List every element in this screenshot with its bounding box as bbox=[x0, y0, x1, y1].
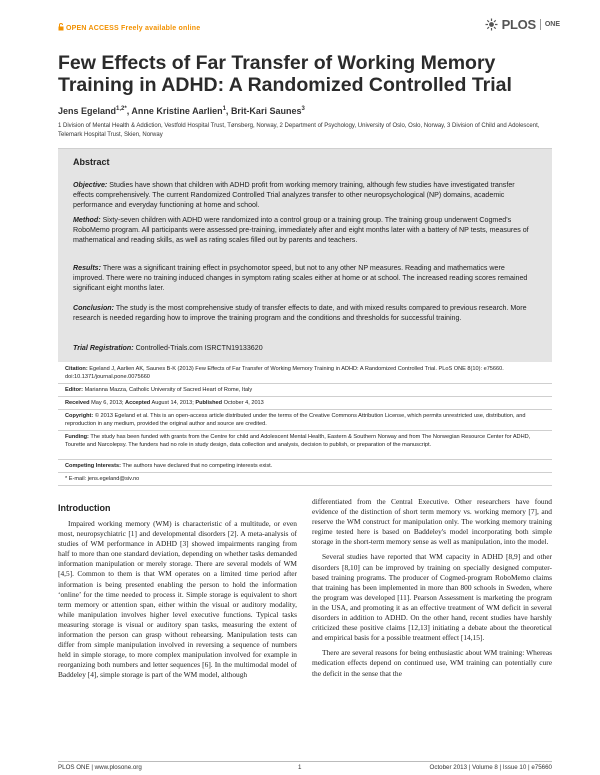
body-column-right bbox=[312, 497, 552, 759]
results-text: There was a significant training effect in psychomotor speed, but not to any other NP measures. Reading and mathematics were improved. There were no training induced changes in symptom rating scales either at home or at school. The increased reading scores remained significant eight months later. bbox=[73, 264, 528, 292]
editor-label: Editor: bbox=[65, 387, 84, 393]
meta-divider bbox=[58, 383, 552, 384]
funding bbox=[65, 433, 550, 449]
trial-label: Trial Registration: bbox=[73, 344, 134, 352]
objective-label: Objective: bbox=[73, 181, 108, 189]
intro-paragraph: differentiated from the Central Executive. Other researchers have found evidence of the distinction of short term memory vs. working memory [7], and reserve the WM construct for manipulation only. The working memory training regime tested here is based on Baddeley's model incorporating both simple storage in the short-term memory sense as well as manipulation, into the model. bbox=[312, 497, 552, 547]
meta-divider bbox=[58, 459, 552, 460]
corresponding-email: * E-mail: jens.egeland@siv.no bbox=[65, 476, 140, 482]
accepted-label: Accepted bbox=[125, 400, 151, 406]
page-number: 1 bbox=[298, 764, 302, 771]
author-list bbox=[58, 106, 305, 116]
author-3-affil: 3 bbox=[301, 106, 305, 112]
accepted-date: August 14, 2013; bbox=[151, 400, 194, 406]
intro-paragraph: Several studies have reported that WM capacity in ADHD [8,9] and other disorders [8,10] can be improved by training on specially designed computer-based training programs. The producer of Cogmed-program RoboMemo claims that training has been implemented in more than 800 schools in Sweden, where the program was developed [11]. Pearson Assessment is marketing the program in the USA, and promoting it as an effective treatment of WM deficit in several disorders in addition to ADHD. On the other hand, recent studies have harshly criticized these positive claims [12,13] initiating a debate about the theoretical and empirical basis for a possible treatment effect [14,15]. bbox=[312, 552, 552, 643]
published-label: Published bbox=[195, 400, 223, 406]
citation-label: Citation: bbox=[65, 366, 88, 372]
abstract-heading: Abstract bbox=[73, 157, 110, 167]
author-separator: , bbox=[126, 106, 132, 116]
author-3: Brit-Kari Saunes bbox=[230, 106, 302, 116]
competing-text: The authors have declared that no competing interests exist. bbox=[122, 463, 273, 469]
open-lock-icon bbox=[58, 23, 64, 31]
footer-issue: October 2013 | Volume 8 | Issue 10 | e75660 bbox=[429, 764, 552, 771]
trial-id: Controlled-Trials.com ISRCTN19133620 bbox=[135, 344, 263, 352]
affiliations: 1 Division of Mental Health & Addiction, Vestfold Hospital Trust, Tønsberg, Norway, 2 Department of Psychology, University of Oslo, Oslo, Norway, 3 Division of Child and Adolescent, Telemark Hospital Trust, Skien, Norway bbox=[58, 123, 540, 138]
journal-name: PLOS bbox=[501, 17, 536, 32]
abstract-objective bbox=[73, 181, 536, 210]
plos-sun-icon bbox=[485, 18, 498, 31]
author-1: Jens Egeland bbox=[58, 106, 117, 116]
funding-label: Funding: bbox=[65, 434, 89, 440]
author-2-affil: 1 bbox=[222, 106, 226, 112]
abstract-method bbox=[73, 216, 536, 245]
meta-divider bbox=[58, 396, 552, 397]
funding-text: The study has been funded with grants from the Centre for child and Adolescent Mental Health, Eastern & Southern Norway and from The Norwegian Resource Center for ADHD, Tourette and Narcolepsy. The funders had no role in study design, data collection and analysis, decision to publish, or preparation of the manuscript. bbox=[65, 434, 531, 448]
citation-text: Egeland J, Aarlien AK, Saunes B-K (2013) Few Effects of Far Transfer of Working Memory Training in ADHD: A Randomized Controlled Trial. PLoS ONE 8(10): e75660. doi:10.1371/journal.pone.0075660 bbox=[65, 366, 504, 380]
competing-interests bbox=[65, 462, 550, 470]
editor bbox=[65, 386, 550, 394]
method-label: Method: bbox=[73, 216, 101, 224]
copyright-label: Copyright: bbox=[65, 413, 94, 419]
intro-paragraph: There are several reasons for being enthusiastic about WM training: Whereas medication effects depend on continued use, WM training can potentially cure the deficit in the sense that the bbox=[312, 648, 552, 678]
intro-paragraph: Impaired working memory (WM) is characteristic of a multitude, or even most, neuropsychiatric [1] and developmental disorders [2]. A meta-analysis of studies of WM performance in ADHD [3] showed impairments ranging from half to more than one standard deviation, depending on whether tasks demanded information manipulation or merely storage. There are several models of WM [4,5]. Common to them is that WM operates on a limited time period after information is being presented enabling the person to hold the information ‘online’ for the time needed to process it. Simple storage is equivalent to short term memory or attention span, either within the visual or auditory modality, while manipulation involves higher level executive functions. Typical tasks measuring storage is visual or auditory span tasks, measuring the extent of information the person can grasp without rehearsing. Manipulation tests can differ from simple manipulation involved in reversing a sequence of numbers held in simple storage, to more complex manipulation involved for example in reorganizing both numbers and letter sequences [6]. In the multimodal model of Baddeley [4], simple storage is part of the WM model, although bbox=[58, 519, 297, 680]
meta-divider bbox=[58, 485, 552, 486]
author-1-affil: 1,2* bbox=[116, 106, 127, 112]
open-access-text: OPEN ACCESS Freely available online bbox=[66, 25, 201, 32]
logo-divider bbox=[540, 19, 541, 30]
author-2: Anne Kristine Aarlien bbox=[131, 106, 223, 116]
article-title: Few Effects of Far Transfer of Working Memory Training in ADHD: A Randomized Controlled Trial bbox=[58, 52, 512, 96]
citation bbox=[65, 365, 550, 381]
introduction-heading: Introduction bbox=[58, 503, 111, 513]
method-text: Sixty-seven children with ADHD were randomized into a control group or a training group. The training group underwent Cogmed's RoboMemo program. All participants were assessed pre-training, immediately after and eight months later with a battery of NP tests, measures of mathematical and reading skills, as well as rating scales filled out by parents and teachers. bbox=[73, 216, 529, 244]
body-column-left bbox=[58, 519, 297, 759]
footer-divider bbox=[58, 761, 552, 762]
published-date: October 4, 2013 bbox=[223, 400, 264, 406]
footer-journal: PLOS ONE | www.plosone.org bbox=[58, 764, 142, 771]
abstract-results bbox=[73, 264, 536, 293]
competing-label: Competing Interests: bbox=[65, 463, 121, 469]
meta-divider bbox=[58, 430, 552, 431]
conclusion-text: The study is the most comprehensive study of transfer effects to date, and with mixed results compared to previous research. More research is needed regarding how to improve the training program and the conditions and thresholds for successful training. bbox=[73, 304, 527, 322]
copyright bbox=[65, 412, 550, 428]
results-label: Results: bbox=[73, 264, 101, 272]
received-label: Received bbox=[65, 400, 90, 406]
dates bbox=[65, 399, 550, 407]
meta-divider bbox=[58, 472, 552, 473]
author-separator: , bbox=[225, 106, 231, 116]
trial-registration bbox=[73, 344, 263, 352]
abstract-conclusion bbox=[73, 304, 536, 324]
open-access-label bbox=[58, 23, 200, 32]
conclusion-label: Conclusion: bbox=[73, 304, 114, 312]
copyright-text: © 2013 Egeland et al. This is an open-access article distributed under the terms of the Creative Commons Attribution License, which permits unrestricted use, distribution, and reproduction in any medium, provided the original author and source are credited. bbox=[65, 413, 526, 427]
objective-text: Studies have shown that children with ADHD profit from working memory training, although few studies have investigated transfer effects comprehensively. The current Randomized Controlled Trial analyzes transfer to other neuropsychological (NP) domains, academic performance and everyday functioning at home and school. bbox=[73, 181, 515, 209]
editor-text: Marianna Mazza, Catholic University of Sacred Heart of Rome, Italy bbox=[84, 387, 253, 393]
journal-suffix: ONE bbox=[544, 21, 560, 28]
meta-divider bbox=[58, 409, 552, 410]
received-date: May 6, 2013; bbox=[91, 400, 124, 406]
journal-logo bbox=[485, 17, 560, 32]
